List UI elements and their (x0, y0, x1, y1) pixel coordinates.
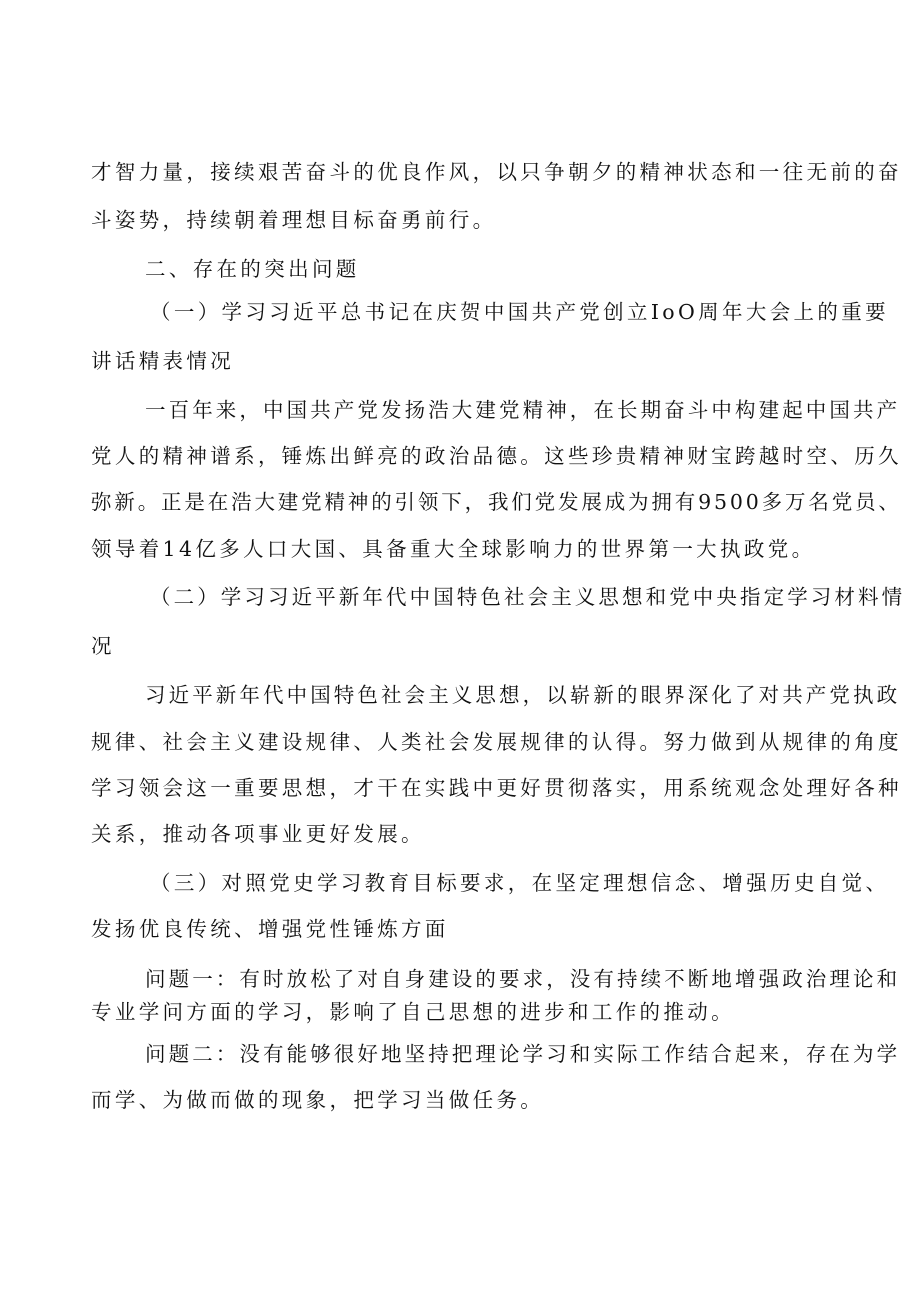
body-text-line: 学习领会这一重要思想，才干在实践中更好贯彻落实，用系统观念处理好各种 (91, 776, 902, 800)
subsection-heading-continued: 发扬优良传统、增强党性锤炼方面 (91, 917, 449, 941)
problem-item-continued: 而学、为做而做的现象，把学习当做任务。 (91, 1088, 545, 1112)
body-text-line: 关系，推动各项事业更好发展。 (91, 822, 425, 846)
problem-item: 问题一：有时放松了对自身建设的要求，没有持续不断地增强政治理论和 (145, 967, 901, 991)
body-text-line: 党人的精神谱系，锤炼出鲜亮的政治品德。这些珍贵精神财宝跨越时空、历久 (91, 444, 902, 468)
body-text-line: 习近平新年代中国特色社会主义思想，以崭新的眼界深化了对共产党执政 (145, 683, 901, 707)
problem-item-continued: 专业学问方面的学习，影响了自己思想的进步和工作的推动。 (91, 1000, 735, 1024)
problem-item: 问题二：没有能够很好地坚持把理论学习和实际工作结合起来，存在为学 (145, 1042, 901, 1066)
body-text-line: 领导着14亿多人口大国、具备重大全球影响力的世界第一大执政党。 (91, 537, 816, 561)
subsection-heading-continued: 况 (91, 634, 115, 658)
subsection-heading: （三）对照党史学习教育目标要求，在坚定理想信念、增强历史自觉、 (150, 871, 890, 895)
subsection-heading: （二）学习习近平新年代中国特色社会主义思想和党中央指定学习材料情 (150, 585, 906, 609)
body-text-line: 规律、社会主义建设规律、人类社会发展规律的认得。努力做到从规律的角度 (91, 730, 902, 754)
subsection-heading-continued: 讲话精表情况 (91, 349, 235, 373)
section-heading: 二、存在的突出问题 (145, 257, 360, 281)
body-text-line: 才智力量，接续艰苦奋斗的优良作风，以只争朝夕的精神状态和一往无前的奋 (91, 160, 902, 184)
body-text-line: 一百年来，中国共产党发扬浩大建党精神，在长期奋斗中构建起中国共产 (145, 398, 901, 422)
body-text-line: 弥新。正是在浩大建党精神的引领下，我们党发展成为拥有9500多万名党员、 (91, 490, 902, 514)
subsection-heading: （一）学习习近平总书记在庆贺中国共产党创立IoO周年大会上的重要 (150, 300, 889, 324)
body-text-line: 斗姿势，持续朝着理想目标奋勇前行。 (91, 208, 497, 232)
